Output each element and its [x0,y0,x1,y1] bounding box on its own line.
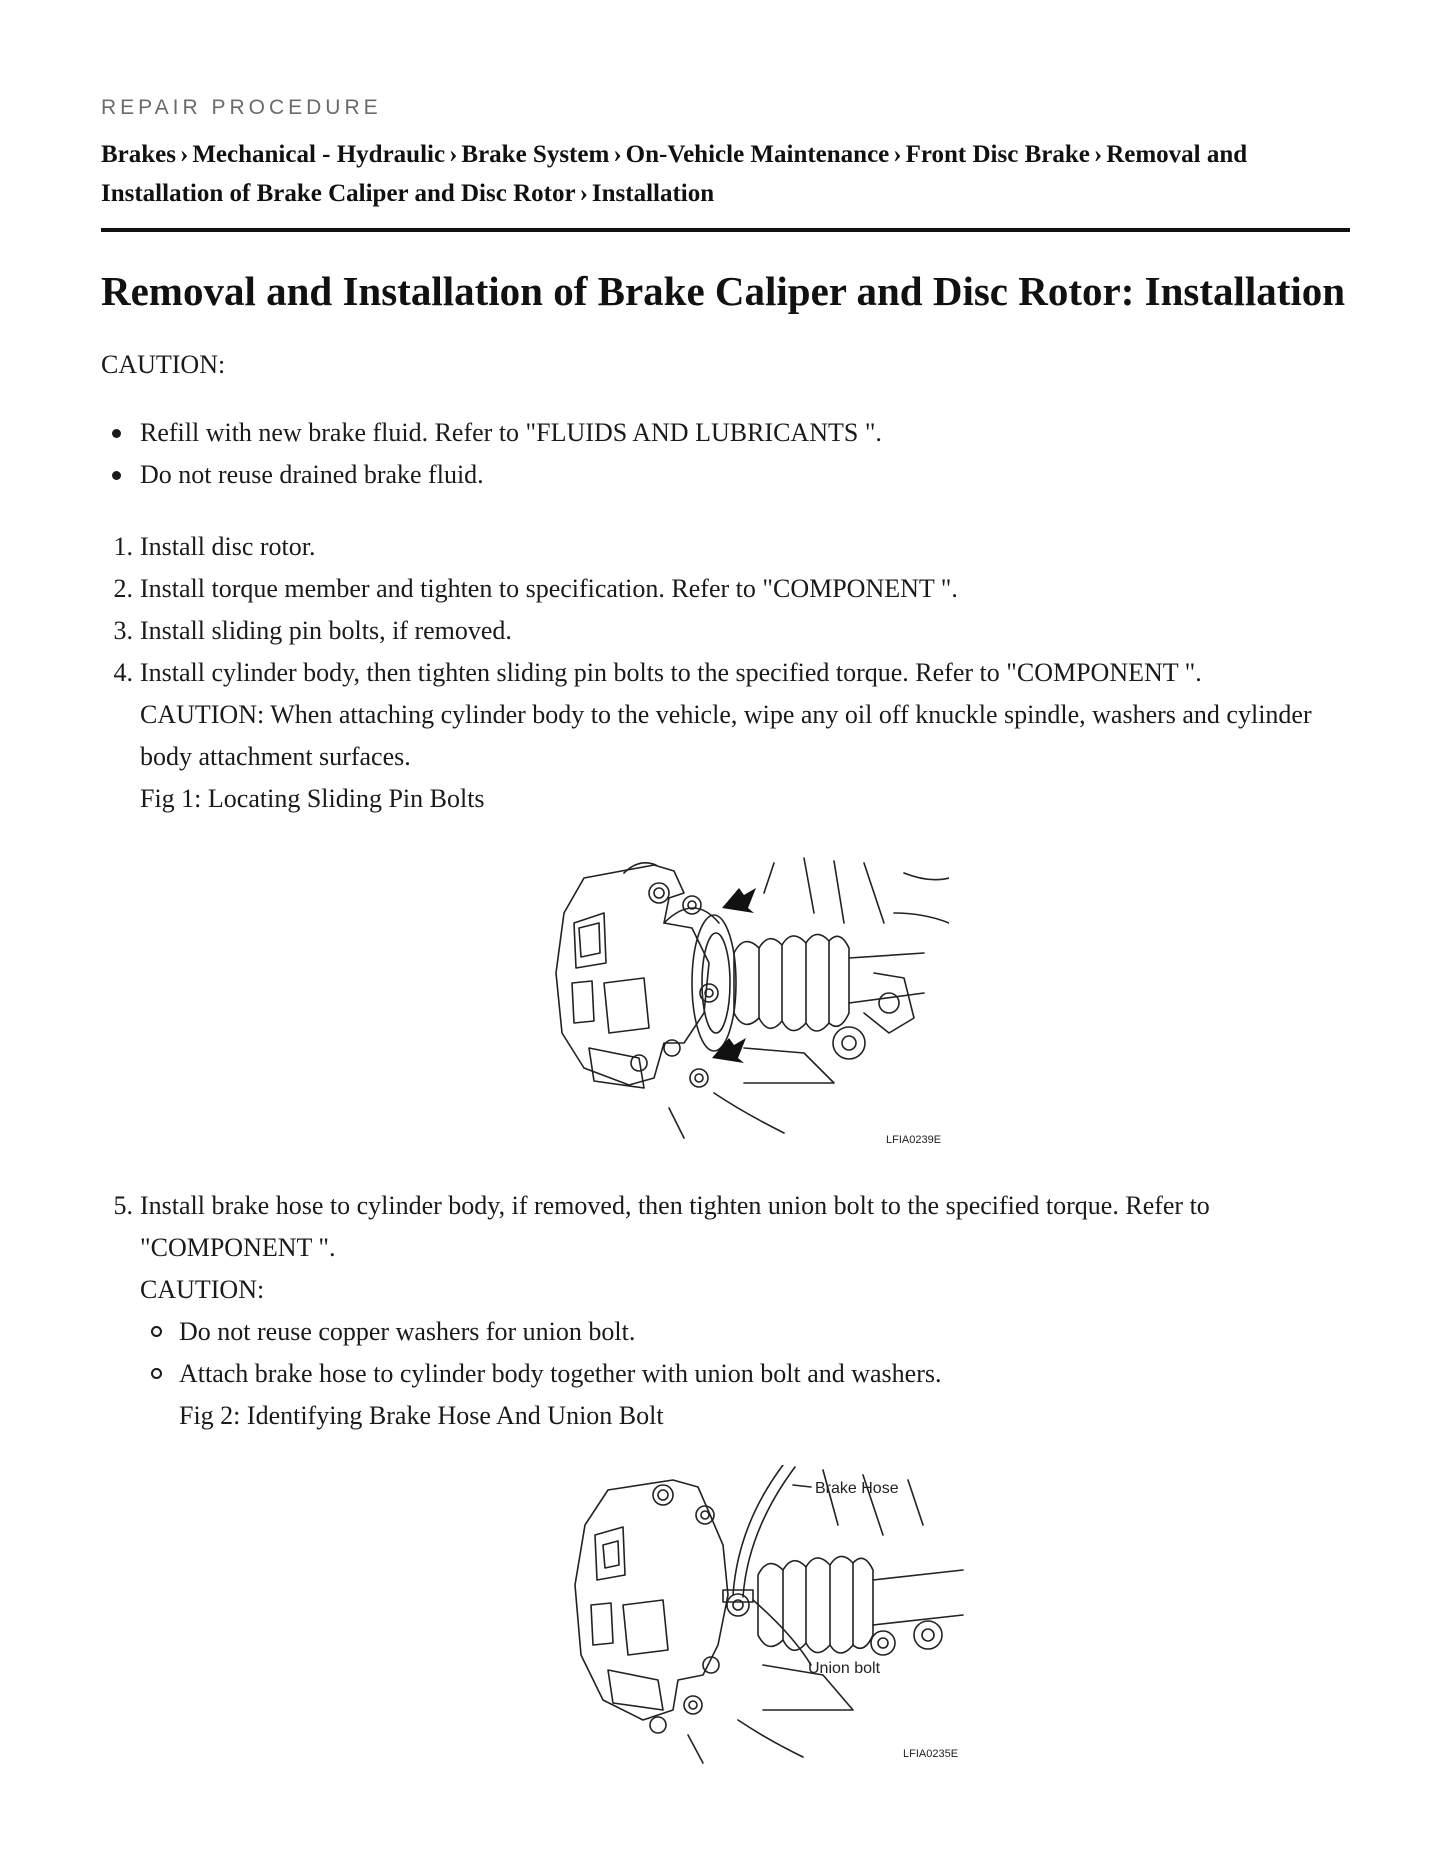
union-bolt-label: Union bolt [808,1660,881,1677]
brake-hose-label: Brake Hose [815,1480,899,1497]
figure-code: LFIA0239E [886,1134,942,1146]
breadcrumb-separator: › [180,141,189,168]
circle-bullet-icon [151,1326,162,1337]
breadcrumb-item-brakes[interactable]: Brakes [101,141,176,168]
list-item [140,1311,1341,1353]
step-number: 5. [113,1191,133,1220]
brake-hose-illustration [563,1465,968,1765]
breadcrumb-separator: › [1093,141,1103,168]
step-caution: CAUTION: When attaching cylinder body to the vehicle, wipe any oil off knuckle spindle, washers and cylinder body attachment surfaces. [140,700,1312,771]
breadcrumb-separator: › [449,141,458,168]
section-label: REPAIR PROCEDURE [101,96,382,119]
figure-2-brake-hose-union-bolt [563,1465,968,1765]
step-text: Install cylinder body, then tighten sliding pin bolts to the specified torque. Refer to "COMPONENT ". [140,658,1202,687]
caution-item-text: Do not reuse drained brake fluid. [140,460,484,489]
breadcrumb [101,135,1351,213]
breadcrumb-separator: › [613,141,622,168]
list-item [101,412,1301,454]
figure-1-sliding-pin-bolts [544,853,949,1148]
figure-caption: Fig 2: Identifying Brake Hose And Union Bolt [179,1401,664,1430]
figure-code: LFIA0235E [903,1748,959,1760]
breadcrumb-item-brake-system[interactable]: Brake System [461,141,610,168]
step-number: 1. [113,532,133,561]
bullet-icon [112,471,121,480]
figure-caption: Fig 1: Locating Sliding Pin Bolts [140,784,485,813]
step-text: Install disc rotor. [140,532,316,561]
brake-caliper-illustration [544,853,949,1148]
caution-list [101,412,1301,496]
breadcrumb-item-mechanical-hydraulic[interactable]: Mechanical - Hydraulic [192,141,446,168]
step-number: 2. [113,574,133,603]
breadcrumb-item-front-disc-brake[interactable]: Front Disc Brake [905,141,1090,168]
breadcrumb-separator: › [893,141,902,168]
step-text: Install brake hose to cylinder body, if removed, then tighten union bolt to the specified torque. Refer to "COMPONENT ". [140,1191,1210,1262]
circle-bullet-icon [151,1368,162,1379]
breadcrumb-item-on-vehicle-maintenance[interactable]: On-Vehicle Maintenance [625,141,890,168]
step-number: 3. [113,616,133,645]
step-3 [101,610,1341,652]
step-number: 4. [113,658,133,687]
step-text: Install torque member and tighten to specification. Refer to "COMPONENT ". [140,574,958,603]
list-item [140,1353,1341,1437]
list-item [101,454,1301,496]
sub-item-text: Do not reuse copper washers for union bolt. [179,1317,636,1346]
step-text: Install sliding pin bolts, if removed. [140,616,512,645]
caution-sublist [140,1311,1341,1437]
page-title: Removal and Installation of Brake Caliper and Disc Rotor: Installation [101,268,1346,314]
breadcrumb-separator: › [579,180,588,207]
caution-label: CAUTION: [101,350,226,379]
caution-item-text: Refill with new brake fluid. Refer to "FLUIDS AND LUBRICANTS ". [140,418,882,447]
sub-item-text: Attach brake hose to cylinder body together with union bolt and washers. [179,1359,942,1388]
step-4 [101,652,1341,820]
bullet-icon [112,429,121,438]
step-2 [101,568,1341,610]
header-divider [101,228,1350,232]
step-1 [101,526,1341,568]
breadcrumb-item-removal-installation[interactable]: Removal and Installation of Brake Caliper and Disc Rotor [101,141,1248,207]
step-caution-label: CAUTION: [140,1275,265,1304]
step-5 [101,1185,1341,1437]
breadcrumb-item-installation: Installation [591,180,715,207]
